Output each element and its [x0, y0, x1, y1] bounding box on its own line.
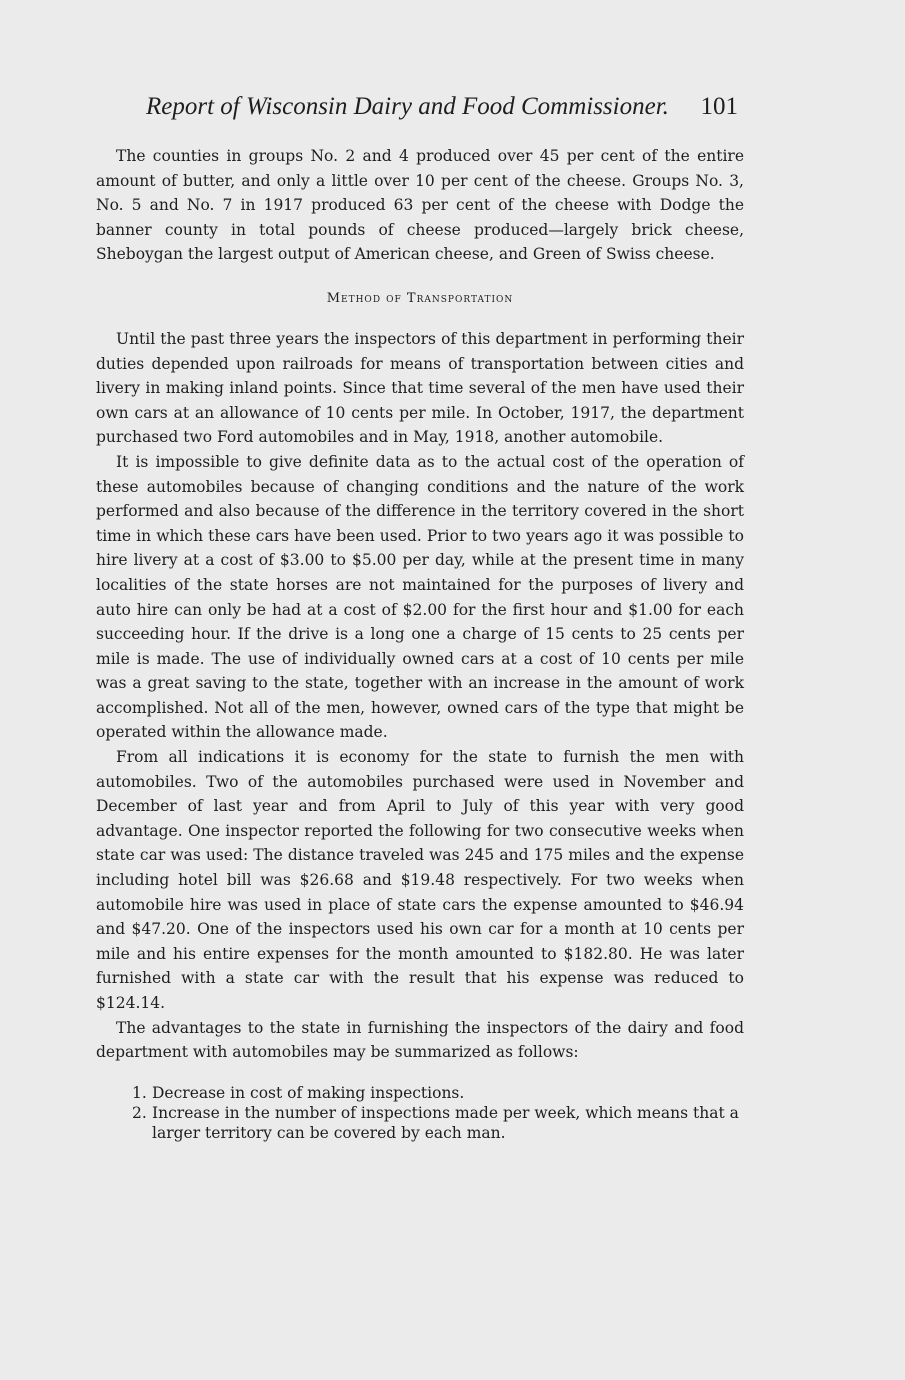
list-item — [96, 1083, 744, 1103]
section-heading: Method of Transportation — [326, 290, 514, 306]
paragraph-counties: The counties in groups No. 2 and 4 produced over 45 per cent of the entire amount of butter, and only a little over 10 per cent of the cheese. Groups No. 3, No. 5 and No. 7 in 1917 produced 63 per cent of the cheese with Dodge the banner county in total pounds of cheese produced—largely brick cheese, Sheboygan the largest output of American cheese, and Green of Swiss cheese. — [96, 147, 744, 264]
running-head-title: Report of Wisconsin Dairy and Food Commissioner. — [146, 93, 669, 120]
running-head — [146, 92, 746, 122]
body-text — [96, 144, 744, 1143]
paragraph-impossible: It is impossible to give definite data as to the actual cost of the operation of these automobiles because of changing conditions and the nature of the work performed and also because of the difference in the territory covered in the short time in which these cars have been used. Prior to two years ago it was possible to hire livery at a cost of $3.00 to $5.00 per day, while at the present time in many localities of the state horses are not maintained for the purposes of livery and auto hire can only be had at a cost of $2.00 for the first hour and $1.00 for each succeeding hour. If the drive is a long one a charge of 15 cents to 25 cents per mile is made. The use of individually owned cars at a cost of 10 cents per mile was a great saving to the state, together with an increase in the amount of work accomplished. Not all of the men, however, owned cars of the type that might be operated within the allowance made. — [96, 452, 744, 742]
paragraph-economy: From all indications it is economy for the state to furnish the men with automobiles. Two of the automobiles purchased were used in November and December of last year and from April to July of this year with very good advantage. One inspector reported the following for two consecutive weeks when state car was used: The distance traveled was 245 and 175 miles and the expense including hotel bill was $26.68 and $19.48 respectively. For two weeks when automobile hire was used in place of state cars the expense amounted to $46.94 and $47.20. One of the inspectors used his own car for a month at 10 cents per mile and his entire expenses for the month amounted to $182.80. He was later furnished with a state car with the result that his expense was reduced to $124.14. — [96, 748, 744, 1012]
list-item-text: Decrease in cost of making inspections. — [152, 1083, 465, 1102]
list-item — [96, 1103, 744, 1143]
paragraph-advantages: The advantages to the state in furnishing the inspectors of the dairy and food department with automobiles may be summarized as follows: — [96, 1018, 744, 1062]
list-item-text: Increase in the number of inspections made per week, which means that a larger territory can be covered by each man. — [152, 1103, 739, 1142]
page-number: 101 — [700, 93, 738, 120]
list-item-number: 1. — [132, 1083, 147, 1102]
list-item-number: 2. — [132, 1103, 147, 1122]
advantages-list — [96, 1083, 744, 1143]
paragraph-until: Until the past three years the inspectors of this department in performing their duties depended upon railroads for means of transportation between cities and livery in making inland points. Since that time several of the men have used their own cars at an allowance of 10 cents per mile. In October, 1917, the department purchased two Ford automobiles and in May, 1918, another automobile. — [96, 329, 744, 447]
